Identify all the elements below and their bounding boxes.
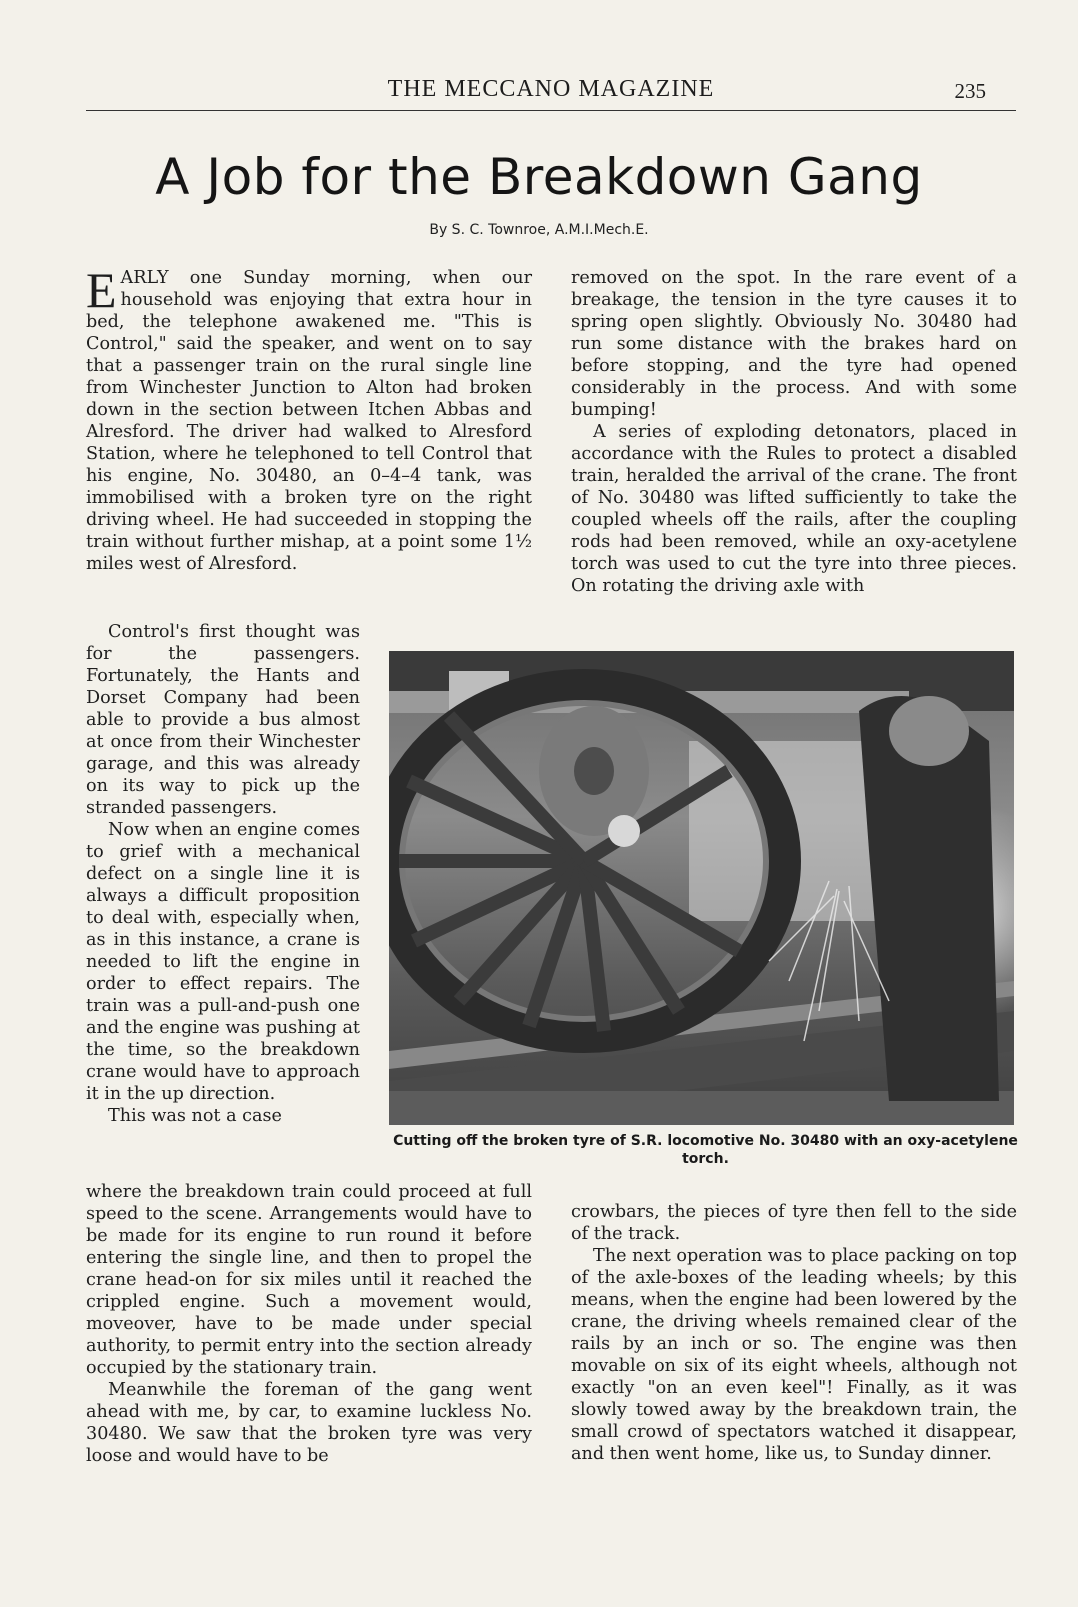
paragraph-removed: removed on the spot. In the rare event of a breakage, the tension in the tyre causes it to spring open slightly. Obviously No. 30480 had run some distance with the brakes hard on before stopping, and the tyre had opened considerably in the process. And with some bumping!: [571, 268, 1017, 420]
article-byline: By S. C. Townroe, A.M.I.Mech.E.: [429, 222, 649, 238]
paragraph-packing: The next operation was to place packing on top of the axle-boxes of the leading wheels; by this means, when the engine had been lowered by the crane, the driving wheels remained clear of the rails by an inch or so. The engine was then movable on six of its eight wheels, although not exactly "on an even keel"! Finally, as it was slowly towed away by the breakdown train, the small crowd of spectators watched it disappear, and then went home, like us, to Sunday dinner.: [571, 1246, 1017, 1464]
running-head: [86, 76, 1016, 111]
paragraph-continued: where the breakdown train could proceed at full speed to the scene. Arrangements would have to be made for its engine to run round it before entering the single line, and then to propel the crane head-on for six miles until it reached the crippled engine. Such a movement would, moveover, have to be made under special authority, to permit entry into the section already occupied by the stationary train.: [86, 1182, 532, 1378]
paragraph-detonators: A series of exploding detonators, placed in accordance with the Rules to protect a disabled train, heralded the arrival of the crane. The front of No. 30480 was lifted sufficiently to take the coupled wheels off the rails, after the coupling rods had been removed, while an oxy-acetylene torch was used to cut the tyre into three pieces. On rotating the driving axle with: [571, 422, 1017, 596]
paragraph-crowbars: crowbars, the pieces of tyre then fell to the side of the track.: [571, 1202, 1017, 1244]
locomotive-photo: [389, 651, 1014, 1125]
photo-caption: Cutting off the broken tyre of S.R. locomotive No. 30480 with an oxy-acetylene torch.: [393, 1133, 1018, 1167]
column-left-top: [86, 262, 532, 575]
magazine-title: THE MECCANO MAGAZINE: [387, 76, 715, 102]
column-left-bottom: [86, 1181, 532, 1467]
paragraph-passengers: Control's first thought was for the passengers. Fortunately, the Hants and Dorset Company had been able to provide a bus almost at once from their Winchester garage, and this was already on its way to pick up the stranded passengers.: [86, 622, 360, 818]
article-title: A Job for the Breakdown Gang: [155, 148, 923, 206]
paragraph-not-a-case: This was not a case: [108, 1106, 282, 1126]
drop-cap: E: [86, 262, 117, 318]
paragraph-mechanical-defect: Now when an engine comes to grief with a mechanical defect on a single line it is always a difficult proposition to deal with, especially when, as in this instance, a crane is needed to lift the engine in order to effect repairs. The train was a pull-and-push one and the engine was pushing at the time, so the breakdown crane would have to approach it in the up direction.: [86, 820, 360, 1104]
column-left-narrow: [86, 621, 360, 1127]
paragraph-foreman: Meanwhile the foreman of the gang went ahead with me, by car, to examine luckless No. 30480. We saw that the broken tyre was very loose and would have to be: [86, 1380, 532, 1466]
column-right-top: [571, 267, 1017, 597]
wheel-illustration: [389, 651, 1014, 1125]
column-right-bottom: [571, 1201, 1017, 1465]
page-number: 235: [954, 79, 986, 103]
paragraph-opening: [86, 262, 532, 575]
paragraph-text: ARLY one Sunday morning, when our household was enjoying that extra hour in bed, the telephone awakened me. "This is Control," said the speaker, and went on to say that a passenger train on the rural single line from Winchester Junction to Alton had broken down in the section between Itchen Abbas and Alresford. The driver had walked to Alresford Station, where he telephoned to tell Control that his engine, No. 30480, an 0–4–4 tank, was immobilised with a broken tyre on the right driving wheel. He had succeeded in stopping the train without further mishap, at a point some 1½ miles west of Alresford.: [86, 268, 532, 574]
